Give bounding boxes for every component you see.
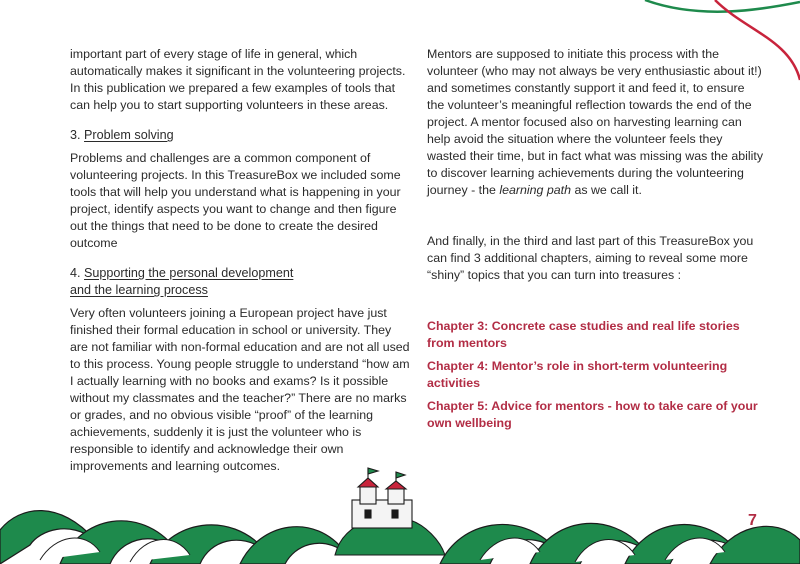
heading-title-line-1: Supporting the personal development (84, 266, 294, 280)
left-paragraph-2: Problems and challenges are a common component of volunteering projects. In this TreasureBox we included some tools that will help you understand what is happening in your project, identify aspects you want to change and then figure out the things that need to be done to create the desired outcome (70, 151, 401, 250)
right-paragraph-1 (427, 46, 765, 199)
heading-number: 4. (70, 266, 81, 280)
section-heading-personal-development (70, 265, 410, 299)
text-run: Mentors are supposed to initiate this process with the volunteer (who may not always be very enthusiastic about it!) and sometimes constantly support it and feed it, to ensure the volunteer’s meaningful reflection towards the end of the project. A mentor focused also on harvesting learning can help avoid the situation where the volunteer feels they wasted their time, but in fact what was missing was the ability to discover learning achievements during the volunteering journey - the (427, 47, 764, 197)
left-paragraph-3: Very often volunteers joining a European project have just finished their formal education in school or university. They are not familiar with non-formal education and are not all used to this process. Young people struggle to understand “how am I actually learning with no books and exams? Is it possible without my classmates and the teacher?” There are no marks or grades, and no obvious visible “proof” of the learning achievements, suddenly it is just the volunteer who is responsible to identify and acknowledge their own improvements and learning outcomes. (70, 306, 410, 473)
section-heading-problem-solving (70, 127, 410, 144)
left-paragraph-1: important part of every stage of life in general, which automatically makes it significant in the volunteering projects. In this publication we prepared a few examples of tools that can help you to start supporting volunteers in these areas. (70, 47, 406, 112)
text-run: as we call it. (574, 183, 642, 197)
heading-number: 3. (70, 128, 81, 142)
right-column (427, 46, 765, 432)
learning-path-term: learning path (499, 183, 571, 197)
left-column (70, 46, 410, 475)
chapter-4-link: Chapter 4: Mentor’s role in short-term volunteering activities (427, 359, 728, 390)
chapter-5-link: Chapter 5: Advice for mentors - how to take care of your own wellbeing (427, 399, 758, 430)
chapter-3-link: Chapter 3: Concrete case studies and real life stories from mentors (427, 319, 740, 350)
right-paragraph-2: And finally, in the third and last part of this TreasureBox you can find 3 additional chapters, aiming to reveal some more “shiny” topics that you can turn into treasures : (427, 234, 754, 282)
heading-title: Problem solving (84, 128, 174, 142)
page-number: 7 (748, 512, 757, 529)
heading-title-line-2: and the learning process (70, 283, 208, 297)
